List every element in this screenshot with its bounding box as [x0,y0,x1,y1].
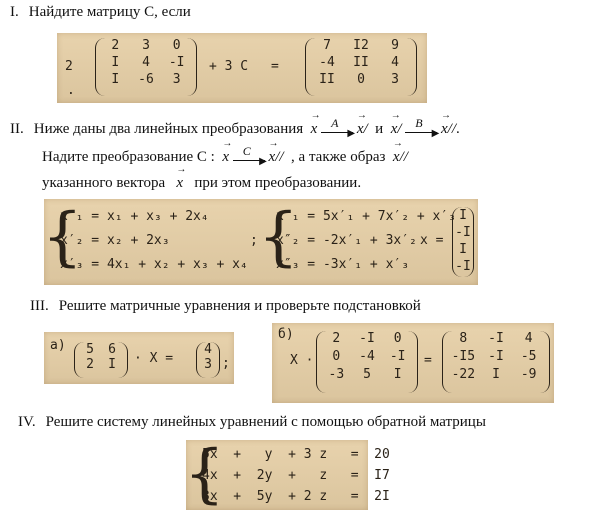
task2-text3-suffix: при этом преобразовании. [194,175,362,191]
task2-text3: указанного вектора [42,175,166,191]
matrix-cell: II [319,72,335,87]
vector-cell: 3 [204,357,212,372]
task1-matrix-right-cells [310,38,412,87]
task1-plus-term: + 3 C [209,59,249,74]
vector-cell: -I [455,259,471,274]
system-a-brace: { [42,200,83,274]
task3b-card [272,323,554,403]
task1-dot: . [67,83,75,98]
task4-equation: 5x + y + 3 z = 20 [202,447,390,462]
task4-title: Решите систему линейных уравнений с помощью обратной матрицы [45,414,486,430]
matrix-cell: 9 [391,38,399,53]
matrix-cell: I [108,357,116,372]
task1-heading [10,4,191,21]
task1-title: Найдите матрицу С, если [28,4,191,20]
task2-systems-card [44,199,478,285]
matrix-cell: -I [359,331,375,346]
matrix-cell: 0 [332,349,341,364]
task4-equation: 4x + 2y + z = I7 [202,468,390,483]
vector-cell: I [459,242,467,257]
matrix-cell: I [111,72,120,87]
matrix-cell: 5 [363,367,371,382]
matrix-cell: 7 [323,38,331,53]
arrow-c: ▶ C [233,153,265,163]
vector-x-double-prime-2: → x// [269,149,284,166]
task3b-matrix-left [316,331,418,393]
task2-line2 [42,143,408,167]
system-a-equation: x′₂ = x₂ + 2x₃ [60,233,170,248]
vector-x: → x [311,121,318,138]
task3b-label: б) [278,327,294,342]
vector-x-2: → x [222,149,229,166]
vector-cell: 4 [204,342,212,357]
matrix-cell: -I [168,55,185,70]
task3-heading [30,298,421,315]
matrix-cell: 3 [391,72,399,87]
matrix-cell: 3 [142,38,150,53]
matrix-cell: -I [488,349,504,364]
task1-matrix-right [305,38,417,96]
task3b-matrix-right-cells [447,331,545,382]
arrow-c-label: C [242,143,251,158]
task3a-card [44,332,234,384]
task1-matrix-left-cells [100,38,192,87]
matrix-cell: -I [488,331,504,346]
task3a-vector [196,342,220,378]
x-vector-cells [453,207,473,275]
task1-matrix-left [95,38,197,96]
matrix-cell: -9 [520,367,537,382]
vector-x-prime: → x/ [357,121,368,138]
system-b-equation: x″₁ = 5x′₁ + 7x′₂ + x′₃ [276,209,457,224]
task2-line1: II. Ниже даны два линейных преобразования → x ▶ A → x/ и → x/ ▶ B → x//. [10,121,460,138]
matrix-cell: -6 [138,72,154,87]
task3a-end: ; [222,356,230,371]
task3-title: Решите матричные уравнения и проверьте подстановкой [58,298,421,314]
matrix-cell: 8 [459,331,468,346]
vector-x-double-prime-3: → x// [393,149,408,166]
matrix-cell: 3 [172,72,181,87]
task2-number: II. [10,121,24,137]
arrow-a-label: A [331,115,339,130]
task4-equation: 3x + 5y + 2 z = 2I [202,489,390,504]
matrix-cell: -22 [451,367,476,382]
task1-number: I. [10,4,19,20]
matrix-cell: -4 [359,349,375,364]
matrix-cell: I [393,367,402,382]
matrix-cell: 0 [357,72,365,87]
task3a-matrix-cells [79,342,123,372]
task2-text2: Надите преобразование С : [42,149,215,165]
x-vector [452,207,474,277]
matrix-cell: 4 [142,55,150,70]
task3a-vector-cells [197,342,219,372]
task4-number: IV. [18,414,36,430]
matrix-cell: 4 [524,331,533,346]
matrix-cell: -3 [328,367,345,382]
task1-equals: = [271,59,279,74]
task2-line3 [42,175,361,192]
vector-x-prime-2: → x/ [391,121,402,138]
system-b-equation: x″₃ = -3x′₁ + x′₃ [276,257,410,272]
task4-heading [18,414,486,431]
task4-brace: { [184,437,225,511]
vector-cell: -I [455,225,471,240]
task4-card [184,437,390,511]
task3b-matrix-left-cells [321,331,413,382]
matrix-cell: 5 [86,342,94,357]
matrix-cell: 4 [391,55,399,70]
system-b-equation: x″₂ = -2x′₁ + 3x′₂ [276,233,417,248]
arrow-a: ▶ A [321,125,353,135]
matrix-cell: 2 [332,331,341,346]
matrix-cell: I [492,367,500,382]
system-a-equation: x′₁ = x₁ + x₃ + 2x₄ [60,209,209,224]
x-vector-label: x = [420,233,444,248]
task3-number: III. [30,298,49,314]
system-a-equation: x′₃ = 4x₁ + x₂ + x₃ + x₄ [60,257,248,272]
task3b-x: X · [290,353,314,368]
matrix-cell: 2 [111,38,120,53]
matrix-cell: 2 [86,357,94,372]
arrow-b: ▶ B [405,125,437,135]
vector-x-3: → x [176,175,183,192]
matrix-cell: 0 [393,331,402,346]
vector-x-double-prime: → x// [441,121,456,138]
matrix-cell: -I5 [451,349,476,364]
task3a-label: а) [50,338,66,353]
task3b-equals: = [424,353,432,368]
matrix-cell: -I [389,349,406,364]
matrix-cell: 6 [108,342,116,357]
arrow-b-label: B [415,115,423,130]
matrix-cell: -5 [520,349,537,364]
matrix-cell: 0 [172,38,181,53]
task1-equation-card [57,33,427,103]
task3a-mid: · X = [134,351,174,366]
matrix-cell: II [353,55,369,70]
vector-cell: I [459,208,467,223]
task3b-matrix-right [442,331,550,393]
matrix-cell: I2 [353,38,369,53]
task1-coefficient: 2 [65,59,73,74]
task4-system [202,444,390,507]
matrix-cell: -4 [319,55,335,70]
task3a-matrix [74,342,128,378]
system-a [60,205,248,277]
task2-text2-suffix: , а также образ [291,149,386,165]
matrix-cell: I [111,55,120,70]
system-separator: ; [250,233,258,248]
system-b-brace: { [258,200,299,274]
task2-text1: Ниже даны два линейных преобразования [33,121,304,137]
conjunction-and: и [375,121,384,137]
